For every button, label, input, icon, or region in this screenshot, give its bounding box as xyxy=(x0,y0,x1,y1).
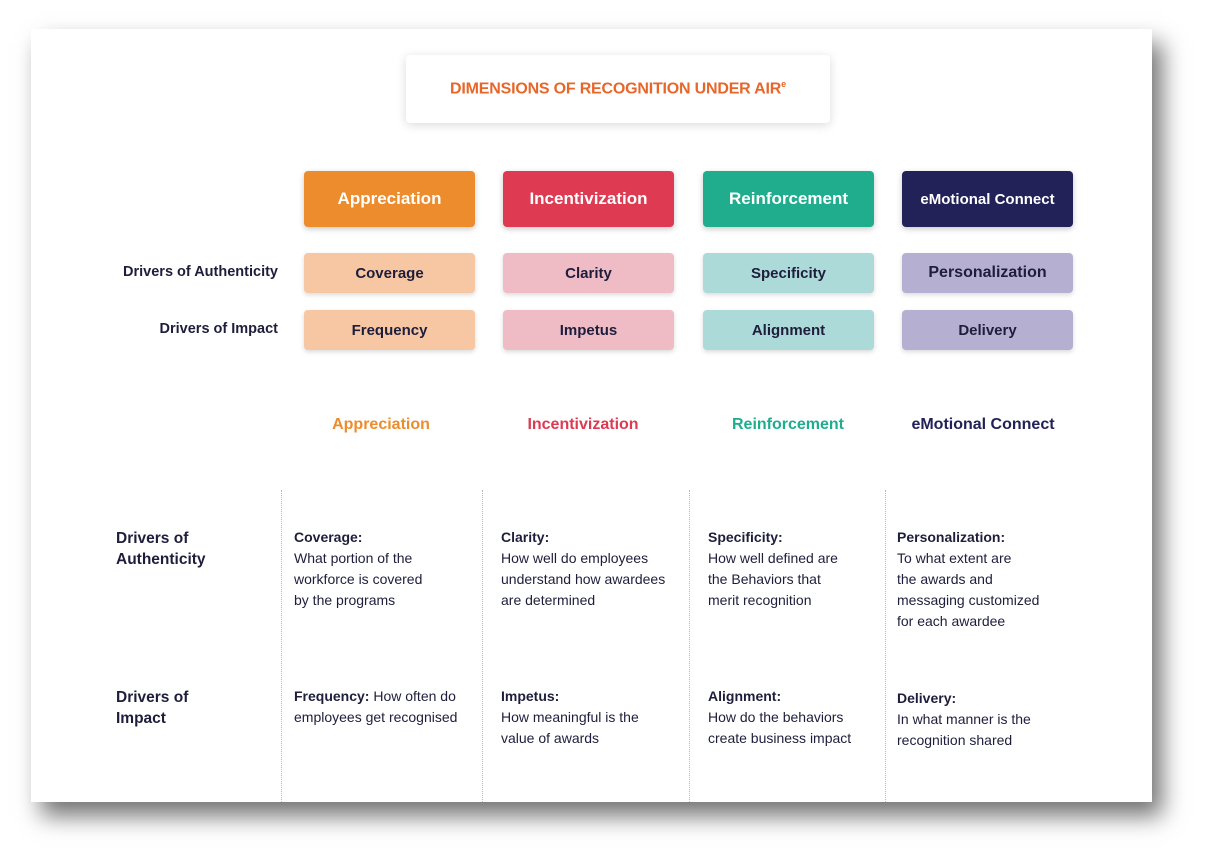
pill-personalization: Personalization xyxy=(902,253,1073,293)
desc-clarity: Clarity: How well do employees understand how awardees are determined xyxy=(501,529,666,608)
desc-specificity: Specificity: How well defined are the Behaviors that merit recognition xyxy=(708,529,838,608)
pill-impetus: Impetus xyxy=(503,310,674,350)
col-title-incentivization: Incentivization xyxy=(527,416,639,433)
divider-line xyxy=(281,490,282,802)
side-label-authenticity: Drivers of Authenticity xyxy=(116,530,206,568)
pill-coverage: Coverage xyxy=(304,253,475,293)
row-label-authenticity: Drivers of Authenticity xyxy=(123,264,278,280)
header-reinforcement: Reinforcement xyxy=(703,171,874,227)
diagram-title: DIMENSIONS OF RECOGNITION UNDER AIR$^e$ xyxy=(450,79,786,98)
desc-delivery: Delivery: In what manner is the recognition shared xyxy=(897,690,1031,748)
diagram-card xyxy=(31,29,1152,802)
header-emotional-connect: eMotional Connect xyxy=(902,171,1073,227)
desc-coverage: Coverage: What portion of the workforce is covered by the programs xyxy=(294,529,423,608)
side-label-impact: Drivers of Impact xyxy=(116,689,189,727)
desc-alignment: Alignment: How do the behaviors create business impact xyxy=(708,688,852,746)
header-appreciation: Appreciation xyxy=(304,171,475,227)
title-box xyxy=(406,55,830,123)
pill-specificity: Specificity xyxy=(703,253,874,293)
pill-delivery: Delivery xyxy=(902,310,1073,350)
header-incentivization: Incentivization xyxy=(503,171,674,227)
pill-alignment: Alignment xyxy=(703,310,874,350)
pill-clarity: Clarity xyxy=(503,253,674,293)
divider-line xyxy=(689,490,690,802)
pill-frequency: Frequency xyxy=(304,310,475,350)
desc-frequency: Frequency: How often do employees get recognised xyxy=(294,688,458,725)
desc-impetus: Impetus: How meaningful is the value of awards xyxy=(501,688,639,746)
col-title-reinforcement: Reinforcement xyxy=(731,416,845,433)
col-title-emotional-connect: eMotional Connect xyxy=(911,416,1055,433)
desc-personalization: Personalization: To what extent are the awards and messaging customized for each awardee xyxy=(897,529,1040,629)
row-label-impact: Drivers of Impact xyxy=(159,321,278,337)
divider-line xyxy=(482,490,483,802)
col-title-appreciation: Appreciation xyxy=(332,416,430,433)
